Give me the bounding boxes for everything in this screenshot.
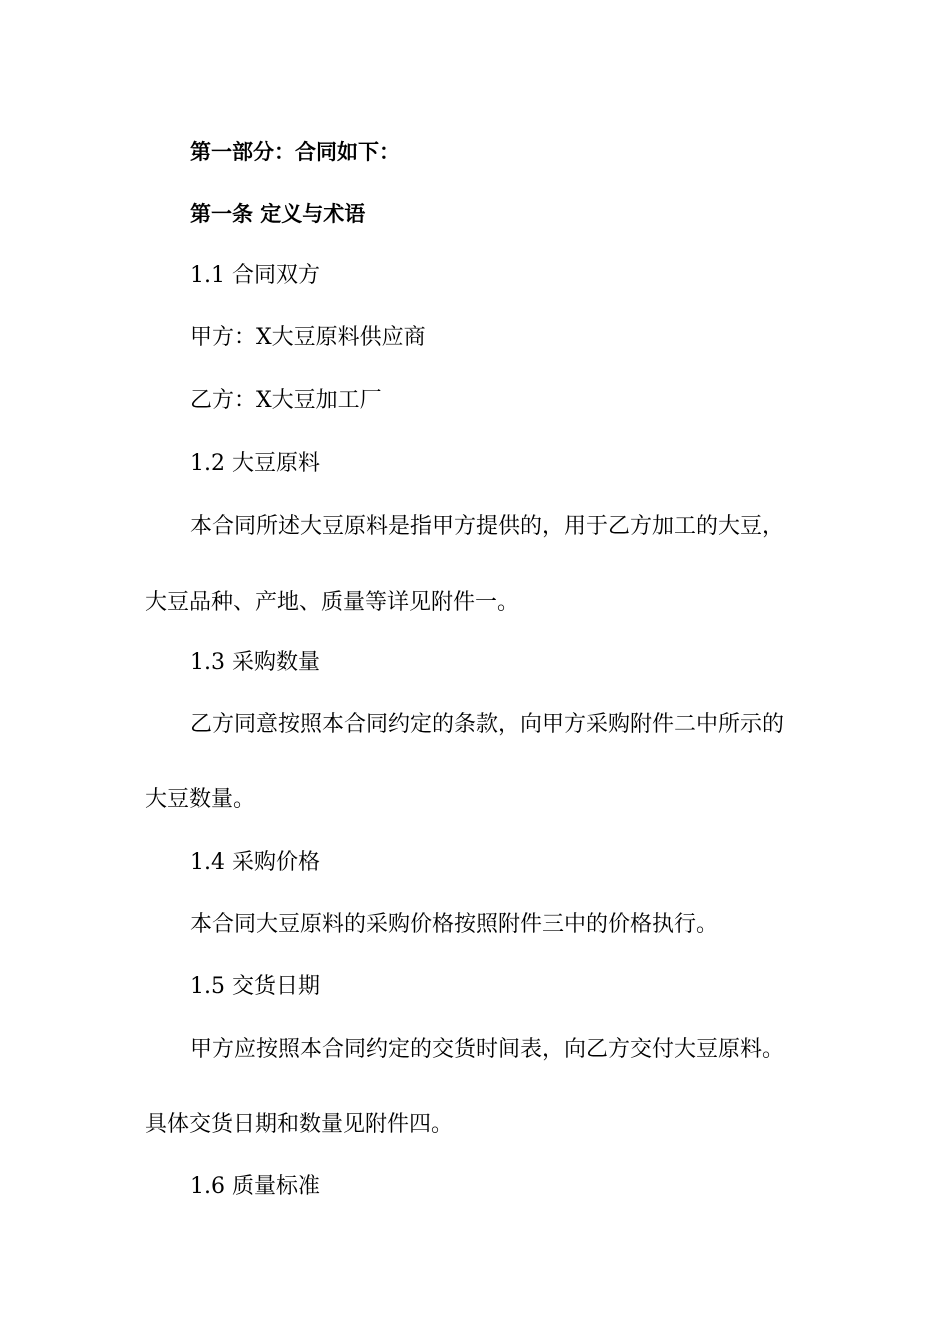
section-1-2-body-line-2: 大豆品种、产地、质量等详见附件一。 xyxy=(145,590,520,615)
part-title: 第一部分：合同如下： xyxy=(190,140,400,164)
article-title: 第一条 定义与术语 xyxy=(190,202,366,226)
section-1-3-heading: 1.3 采购数量 xyxy=(190,650,320,675)
section-1-2-body-line-1: 本合同所述大豆原料是指甲方提供的，用于乙方加工的大豆， xyxy=(190,514,785,539)
section-1-4-body-line-1: 本合同大豆原料的采购价格按照附件三中的价格执行。 xyxy=(190,912,719,937)
section-1-3-body-line-1: 乙方同意按照本合同约定的条款，向甲方采购附件二中所示的 xyxy=(190,712,785,737)
section-1-1-heading: 1.1 合同双方 xyxy=(190,263,320,288)
section-1-2-heading: 1.2 大豆原料 xyxy=(190,451,320,476)
section-1-4-heading: 1.4 采购价格 xyxy=(190,850,320,875)
section-1-3-body-line-2: 大豆数量。 xyxy=(145,787,256,812)
section-1-5-body-line-2: 具体交货日期和数量见附件四。 xyxy=(145,1112,454,1137)
party-a-line: 甲方：X大豆原料供应商 xyxy=(190,325,426,350)
section-1-5-heading: 1.5 交货日期 xyxy=(190,974,320,999)
party-b-line: 乙方：X大豆加工厂 xyxy=(190,388,382,413)
section-1-6-heading: 1.6 质量标准 xyxy=(190,1174,320,1199)
section-1-5-body-line-1: 甲方应按照本合同约定的交货时间表，向乙方交付大豆原料。 xyxy=(190,1037,785,1062)
